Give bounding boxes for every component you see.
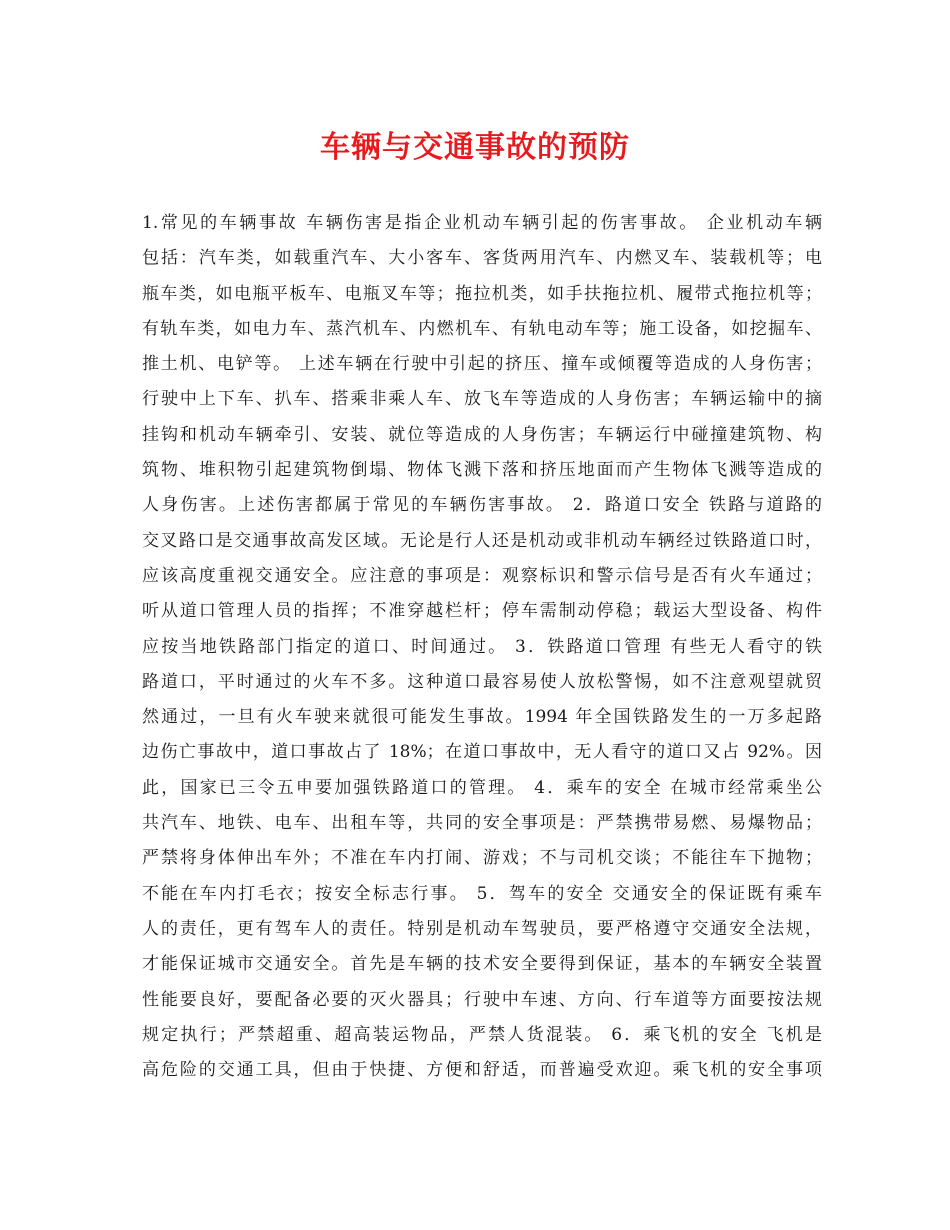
body-line: 行驶中上下车、扒车、搭乘非乘人车、放飞车等造成的人身伤害；车辆运输中的摘 bbox=[142, 389, 822, 410]
body-line: 应该高度重视交通安全。应注意的事项是：观察标识和警示信号是否有火车通过； bbox=[142, 565, 822, 586]
body-line: 不能在车内打毛衣；按安全标志行事。 5．驾车的安全 交通安全的保证既有乘车 bbox=[142, 883, 822, 904]
body-line: 筑物、堆积物引起建筑物倒塌、物体飞溅下落和挤压地面而产生物体飞溅等造成的 bbox=[142, 460, 822, 481]
body-line: 人的责任，更有驾车人的责任。特别是机动车驾驶员，要严格遵守交通安全法规， bbox=[142, 918, 822, 939]
body-line: 有轨车类，如电力车、蒸汽机车、内燃机车、有轨电动车等；施工设备，如挖掘车、 bbox=[142, 318, 822, 339]
body-line: 瓶车类，如电瓶平板车、电瓶叉车等；拖拉机类，如手扶拖拉机、履带式拖拉机等； bbox=[142, 283, 822, 304]
body-line: 共汽车、地铁、电车、出租车等，共同的安全事项是：严禁携带易燃、易爆物品； bbox=[142, 813, 822, 834]
document-title: 车辆与交通事故的预防 bbox=[320, 130, 630, 165]
body-line: 路道口，平时通过的火车不多。这种道口最容易使人放松警惕，如不注意观望就贸 bbox=[142, 671, 822, 692]
body-line: 性能要良好，要配备必要的灭火器具；行驶中车速、方向、行车道等方面要按法规 bbox=[142, 989, 822, 1010]
body-line: 挂钩和机动车辆牵引、安装、就位等造成的人身伤害；车辆运行中碰撞建筑物、构 bbox=[142, 424, 822, 445]
body-line: 此，国家已三令五申要加强铁路道口的管理。 4．乘车的安全 在城市经常乘坐公 bbox=[142, 777, 822, 798]
body-line: 然通过，一旦有火车驶来就很可能发生事故。1994 年全国铁路发生的一万多起路 bbox=[142, 707, 822, 728]
body-line: 包括：汽车类，如载重汽车、大小客车、客货两用汽车、内燃叉车、装载机等；电 bbox=[142, 248, 822, 269]
body-line: 高危险的交通工具，但由于快捷、方便和舒适，而普遍受欢迎。乘飞机的安全事项 bbox=[142, 1060, 822, 1081]
body-line: 人身伤害。上述伤害都属于常见的车辆伤害事故。 2．路道口安全 铁路与道路的 bbox=[142, 495, 822, 516]
body-line: 1.常见的车辆事故 车辆伤害是指企业机动车辆引起的伤害事故。 企业机动车辆 bbox=[142, 213, 822, 233]
body-line: 规定执行；严禁超重、超高装运物品，严禁人货混装。 6．乘飞机的安全 飞机是 bbox=[142, 1024, 822, 1045]
body-line: 交叉路口是交通事故高发区域。无论是行人还是机动或非机动车辆经过铁路道口时， bbox=[142, 530, 822, 551]
body-line: 推土机、电铲等。 上述车辆在行驶中引起的挤压、撞车或倾覆等造成的人身伤害； bbox=[142, 354, 822, 375]
body-line: 听从道口管理人员的指挥；不准穿越栏杆；停车需制动停稳；载运大型设备、构件 bbox=[142, 601, 822, 622]
body-line: 边伤亡事故中，道口事故占了 18%；在道口事故中，无人看守的道口又占 92%。因 bbox=[142, 742, 822, 763]
document-body bbox=[142, 206, 822, 1088]
body-line: 才能保证城市交通安全。首先是车辆的技术安全要得到保证，基本的车辆安全装置 bbox=[142, 954, 822, 975]
body-line: 严禁将身体伸出车外；不准在车内打闹、游戏；不与司机交谈；不能往车下抛物； bbox=[142, 848, 822, 869]
body-line: 应按当地铁路部门指定的道口、时间通过。 3．铁路道口管理 有些无人看守的铁 bbox=[142, 636, 822, 657]
